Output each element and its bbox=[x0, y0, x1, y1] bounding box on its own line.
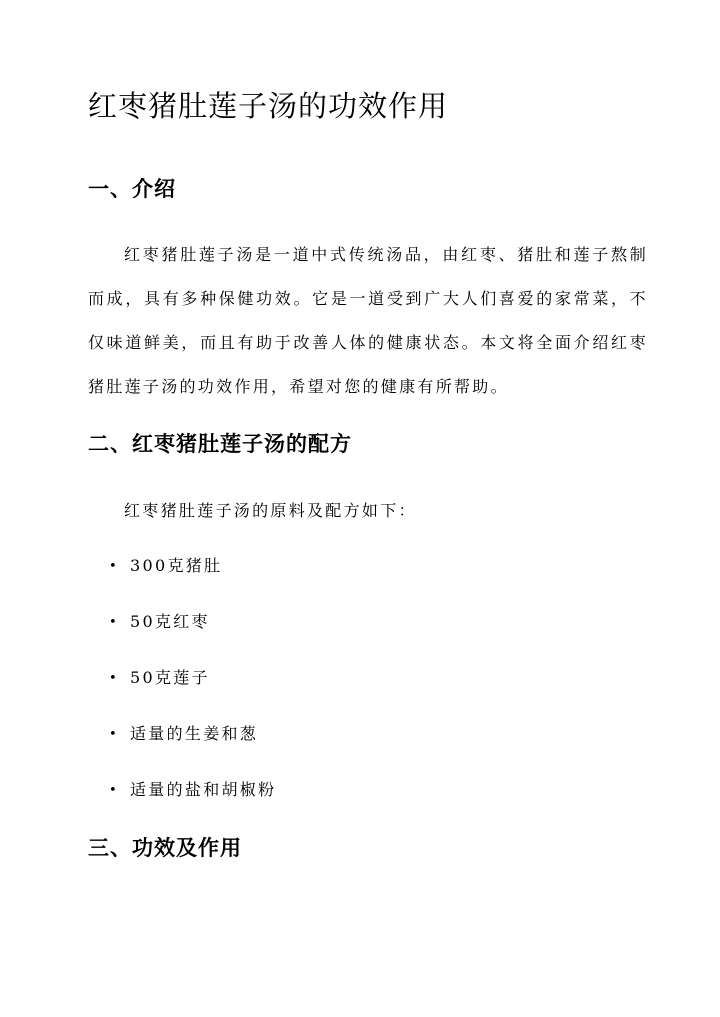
bullet-icon: • bbox=[109, 727, 119, 742]
section-heading-effects: 三、功效及作用 bbox=[88, 835, 242, 860]
section-heading-recipe: 二、红枣猪肚莲子汤的配方 bbox=[88, 431, 352, 456]
bullet-icon: • bbox=[109, 615, 119, 630]
list-item bbox=[88, 656, 276, 712]
list-item bbox=[88, 544, 276, 600]
list-item bbox=[88, 768, 276, 824]
list-item bbox=[88, 600, 276, 656]
section-heading-introduction: 一、介绍 bbox=[88, 176, 176, 201]
ingredient-label: 50克红枣 bbox=[130, 612, 210, 631]
recipe-intro-paragraph: 红枣猪肚莲子汤的原料及配方如下： bbox=[124, 501, 417, 520]
bullet-icon: • bbox=[109, 783, 119, 798]
document-title: 红枣猪肚莲子汤的功效作用 bbox=[88, 89, 449, 123]
bullet-icon: • bbox=[109, 671, 119, 686]
list-item bbox=[88, 712, 276, 768]
ingredient-label: 50克莲子 bbox=[130, 668, 210, 687]
ingredient-list bbox=[88, 544, 276, 824]
ingredient-label: 300克猪肚 bbox=[130, 556, 223, 575]
ingredient-label: 适量的生姜和葱 bbox=[130, 724, 259, 743]
bullet-icon: • bbox=[109, 559, 119, 574]
ingredient-label: 适量的盐和胡椒粉 bbox=[130, 780, 277, 799]
introduction-paragraph: 红枣猪肚莲子汤是一道中式传统汤品，由红枣、猪肚和莲子熬制而成，具有多种保健功效。它是一道受到广大人们喜爱的家常菜，不仅味道鲜美，而且有助于改善人体的健康状态。本文将全面介绍红枣猪肚莲子汤的功效作用，希望对您的健康有所帮助。 bbox=[88, 245, 648, 396]
